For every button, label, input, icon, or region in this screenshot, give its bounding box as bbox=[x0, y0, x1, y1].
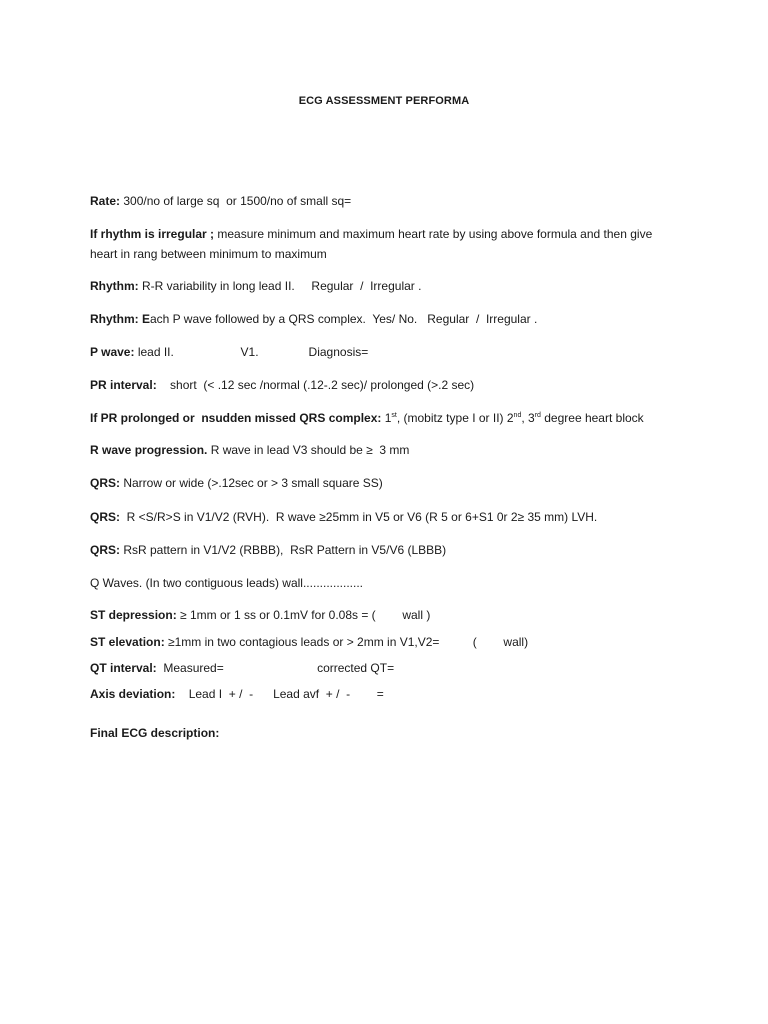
st-elevation-line bbox=[90, 632, 690, 652]
st-depression-line bbox=[90, 605, 690, 625]
qrs-label: QRS: bbox=[90, 543, 120, 557]
irregular-label: If rhythm is irregular ; bbox=[90, 227, 215, 241]
st-elevation-text: ≥1mm in two contagious leads or > 2mm in V1,V2= ( wall) bbox=[164, 635, 529, 649]
final-description-label: Final ECG description: bbox=[90, 726, 220, 740]
irregular-text: measure minimum and maximum heart rate by using above formula and then give heart in rang between minimum to maximum bbox=[90, 227, 653, 261]
qrs-hypertrophy-text: R <S/R>S in V1/V2 (RVH). R wave ≥25mm in V5 or V6 (R 5 or 6+S1 0r 2≥ 35 mm) LVH. bbox=[120, 510, 598, 524]
st-depression-text: ≥ 1mm or 1 ss or 0.1mV for 0.08s = ( wall ) bbox=[176, 608, 431, 622]
p-wave-line bbox=[90, 342, 690, 362]
qt-interval-text: Measured= corrected QT= bbox=[156, 661, 395, 675]
irregular-rhythm-line bbox=[90, 224, 670, 264]
superscript: nd bbox=[513, 412, 522, 419]
superscript: rd bbox=[534, 412, 541, 419]
p-wave-label: P wave: bbox=[90, 345, 135, 359]
heart-block-text: degree heart block bbox=[540, 411, 644, 425]
heart-block-text: , 3 bbox=[521, 411, 535, 425]
q-waves-text: Q Waves. (In two contiguous leads) wall.................. bbox=[90, 576, 363, 590]
qt-interval-line bbox=[90, 658, 690, 678]
qrs-width-text: Narrow or wide (>.12sec or > 3 small square SS) bbox=[120, 476, 383, 490]
rate-line bbox=[90, 191, 690, 211]
qrs-label: QRS: bbox=[90, 510, 120, 524]
qrs-width-line bbox=[90, 473, 690, 493]
rhythm-rr-text: R-R variability in long lead II. Regular / Irregular . bbox=[138, 279, 422, 293]
axis-deviation-text: Lead I + / - Lead avf + / - = bbox=[175, 687, 384, 701]
heart-block-text: 1 bbox=[381, 411, 392, 425]
q-waves-line bbox=[90, 573, 690, 593]
rhythm-rr-line bbox=[90, 276, 690, 296]
r-wave-label: R wave progression. bbox=[90, 443, 208, 457]
pr-interval-line bbox=[90, 375, 690, 395]
axis-deviation-label: Axis deviation: bbox=[90, 687, 176, 701]
rhythm-label: Rhythm: bbox=[90, 279, 139, 293]
axis-deviation-line bbox=[90, 684, 690, 704]
final-description-line bbox=[90, 723, 690, 743]
rhythm-pwave-line bbox=[90, 309, 690, 329]
pr-interval-text: short (< .12 sec /normal (.12-.2 sec)/ prolonged (>.2 sec) bbox=[156, 378, 475, 392]
superscript: st bbox=[391, 412, 397, 419]
qrs-bundle-branch-line bbox=[90, 540, 690, 560]
rate-label: Rate: bbox=[90, 194, 121, 208]
r-wave-text: R wave in lead V3 should be ≥ 3 mm bbox=[207, 443, 410, 457]
rhythm-label: Rhythm: E bbox=[90, 312, 150, 326]
p-wave-text: lead II. V1. Diagnosis= bbox=[134, 345, 369, 359]
pr-prolonged-line bbox=[90, 408, 690, 428]
qrs-bundle-branch-text: RsR pattern in V1/V2 (RBBB), RsR Pattern in V5/V6 (LBBB) bbox=[120, 543, 447, 557]
qrs-hypertrophy-line bbox=[90, 507, 690, 527]
page-title: ECG ASSESSMENT PERFORMA bbox=[298, 95, 470, 107]
st-elevation-label: ST elevation: bbox=[90, 635, 165, 649]
heart-block-text: , (mobitz type I or II) 2 bbox=[396, 411, 514, 425]
rhythm-pwave-text: ach P wave followed by a QRS complex. Yes/ No. Regular / Irregular . bbox=[150, 312, 538, 326]
pr-prolonged-label: If PR prolonged or nsudden missed QRS complex: bbox=[90, 411, 382, 425]
qrs-label: QRS: bbox=[90, 476, 120, 490]
qt-interval-label: QT interval: bbox=[90, 661, 157, 675]
rate-text: 300/no of large sq or 1500/no of small sq= bbox=[120, 194, 352, 208]
st-depression-label: ST depression: bbox=[90, 608, 177, 622]
r-wave-progression-line bbox=[90, 440, 690, 460]
pr-interval-label: PR interval: bbox=[90, 378, 157, 392]
